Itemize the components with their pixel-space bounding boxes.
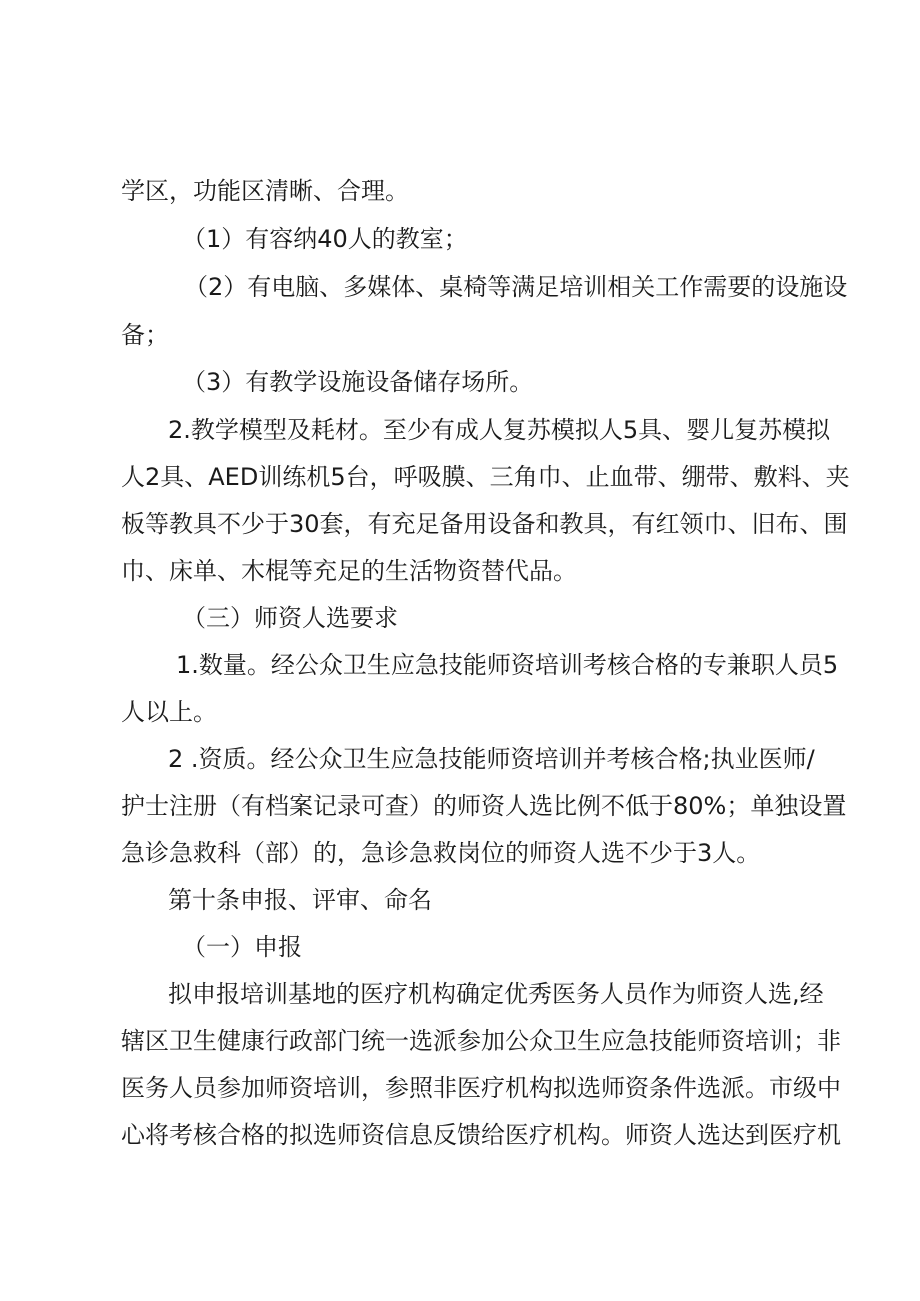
- paragraph-quantity: 1.数量。经公众卫生应急技能师资培训考核合格的专兼职人员5: [176, 651, 839, 679]
- paragraph-teaching-models: 2.教学模型及耗材。至少有成人复苏模拟人5具、婴儿复苏模拟: [168, 416, 831, 444]
- paragraph-application-cont: 医务人员参加师资培训，参照非医疗机构拟选师资条件选派。市级中: [121, 1074, 841, 1102]
- section-heading-teacher-requirements: （三）师资人选要求: [182, 604, 398, 632]
- paragraph-teaching-models-cont: 人2具、AED训练机5台，呼吸膜、三角巾、止血带、绷带、敷料、夹: [121, 463, 850, 491]
- paragraph-qualification-cont: 急诊急救科（部）的，急诊急救岗位的师资人选不少于3人。: [121, 839, 761, 867]
- list-item-classroom: （1）有容纳40人的教室；: [182, 225, 468, 253]
- section-heading-application: （一）申报: [182, 933, 302, 961]
- paragraph-line-1: 学区，功能区清晰、合理。: [121, 177, 409, 205]
- paragraph-application-cont: 心将考核合格的拟选师资信息反馈给医疗机构。师资人选达到医疗机: [121, 1121, 841, 1149]
- list-item-equipment-cont: 备；: [121, 321, 169, 349]
- paragraph-application: 拟申报培训基地的医疗机构确定优秀医务人员作为师资人选,经: [168, 980, 824, 1008]
- list-item-storage: （3）有教学设施设备储存场所。: [182, 368, 534, 396]
- list-item-equipment: （2）有电脑、多媒体、桌椅等满足培训相关工作需要的设施设: [184, 273, 848, 301]
- paragraph-teaching-models-cont: 板等教具不少于30套，有充足备用设备和教具，有红领巾、旧布、围: [121, 510, 848, 538]
- paragraph-teaching-models-cont: 巾、床单、木棍等充足的生活物资替代品。: [121, 557, 577, 585]
- paragraph-qualification: 2 .资质。经公众卫生应急技能师资培训并考核合格;执业医师/: [168, 745, 815, 773]
- article-heading: 第十条申报、评审、命名: [168, 886, 432, 914]
- paragraph-quantity-cont: 人以上。: [121, 698, 217, 726]
- paragraph-application-cont: 辖区卫生健康行政部门统一选派参加公众卫生应急技能师资培训；非: [121, 1027, 841, 1055]
- paragraph-qualification-cont: 护士注册（有档案记录可查）的师资人选比例不低于80%；单独设置: [121, 792, 847, 820]
